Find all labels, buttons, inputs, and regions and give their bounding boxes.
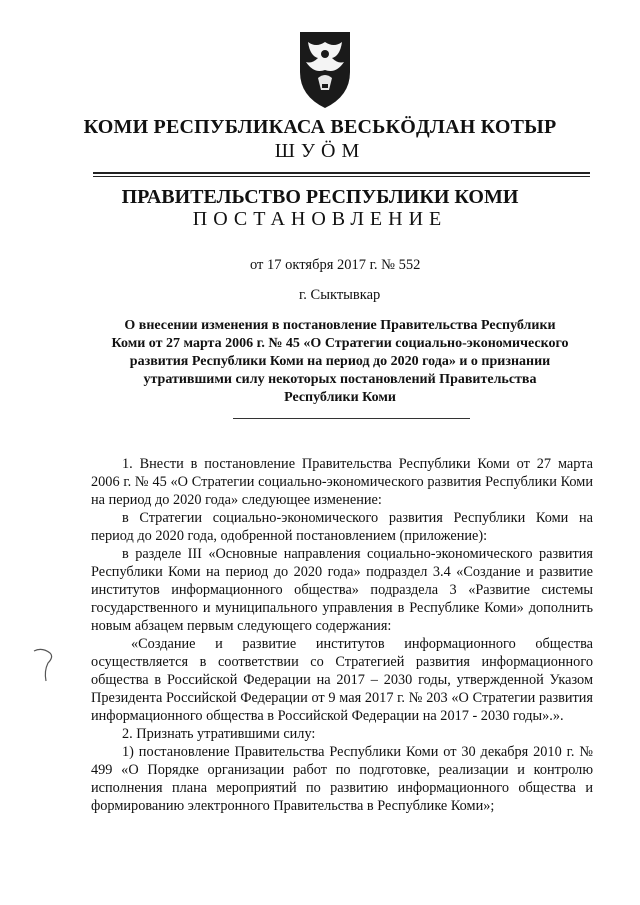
document-subject [90,317,590,407]
margin-pencil-mark [32,645,58,685]
komi-document-type: ШУӦМ [274,140,366,162]
russian-government-title: ПРАВИТЕЛЬСТВО РЕСПУБЛИКИ КОМИ [121,186,519,208]
subject-line: развития Республики Коми на период до 2020 года» и о признании [129,354,551,369]
body-paragraph: 1. Внести в постановление Правительства Республики Коми от 27 марта 2006 г. № 45 «О Стратегии социально-экономического развития Республики Коми на период до 2020 года» следующее изменение: [91,456,593,508]
coat-of-arms-emblem [296,26,354,110]
body-paragraph: в Стратегии социально-экономического развития Республики Коми на период до 2020 года, одобренной постановлением (приложение): [91,510,593,544]
document-city: г. Сыктывкар [299,287,381,303]
subject-line: О внесении изменения в постановление Правительства Республики [124,318,556,333]
header-divider-thick [93,172,590,174]
document-date-number: от 17 октября 2017 г. № 552 [250,257,421,273]
subject-line: Республики Коми [284,390,396,405]
body-paragraph-quote: «Создание и развитие институтов информационного общества осуществляется в соответствии со Стратегией развития информационного общества в Российской Федерации на 2017 – 2030 годы, утвержденной Указом Президента Российской Федерации от 9 мая 2017 г. № 203 «О Стратегии развития информационного общества в Российской Федерации на 2017 - 2030 годы».». [91,636,593,724]
komi-government-title: КОМИ РЕСПУБЛИКАСА ВЕСЬКӦДЛАН КОТЫР [83,116,557,138]
body-paragraph: в разделе III «Основные направления социально-экономического развития Республики Коми на период до 2020 года» подраздел 3.4 «Создание и развитие институтов информационного общества» подраздела 3 «Развитие системы государственного и муниципального управления в Республике Коми» дополнить новым абзацем первым следующего содержания: [91,546,593,634]
body-paragraph: 2. Признать утратившими силу: [122,726,316,742]
header-divider-thin [93,176,590,177]
subject-line: Коми от 27 марта 2006 г. № 45 «О Стратегии социально-экономического [111,336,569,351]
subject-underline [233,418,470,419]
document-body [91,455,593,815]
russian-document-type: ПОСТАНОВЛЕНИЕ [192,208,448,230]
subject-line: утратившими силу некоторых постановлений Правительства [143,372,537,387]
body-paragraph: 1) постановление Правительства Республики Коми от 30 декабря 2010 г. № 499 «О Порядке организации работ по подготовке, реализации и контролю исполнения плана мероприятий по развитию информационного общества и формированию электронного Правительства в Республике Коми»; [91,744,593,814]
